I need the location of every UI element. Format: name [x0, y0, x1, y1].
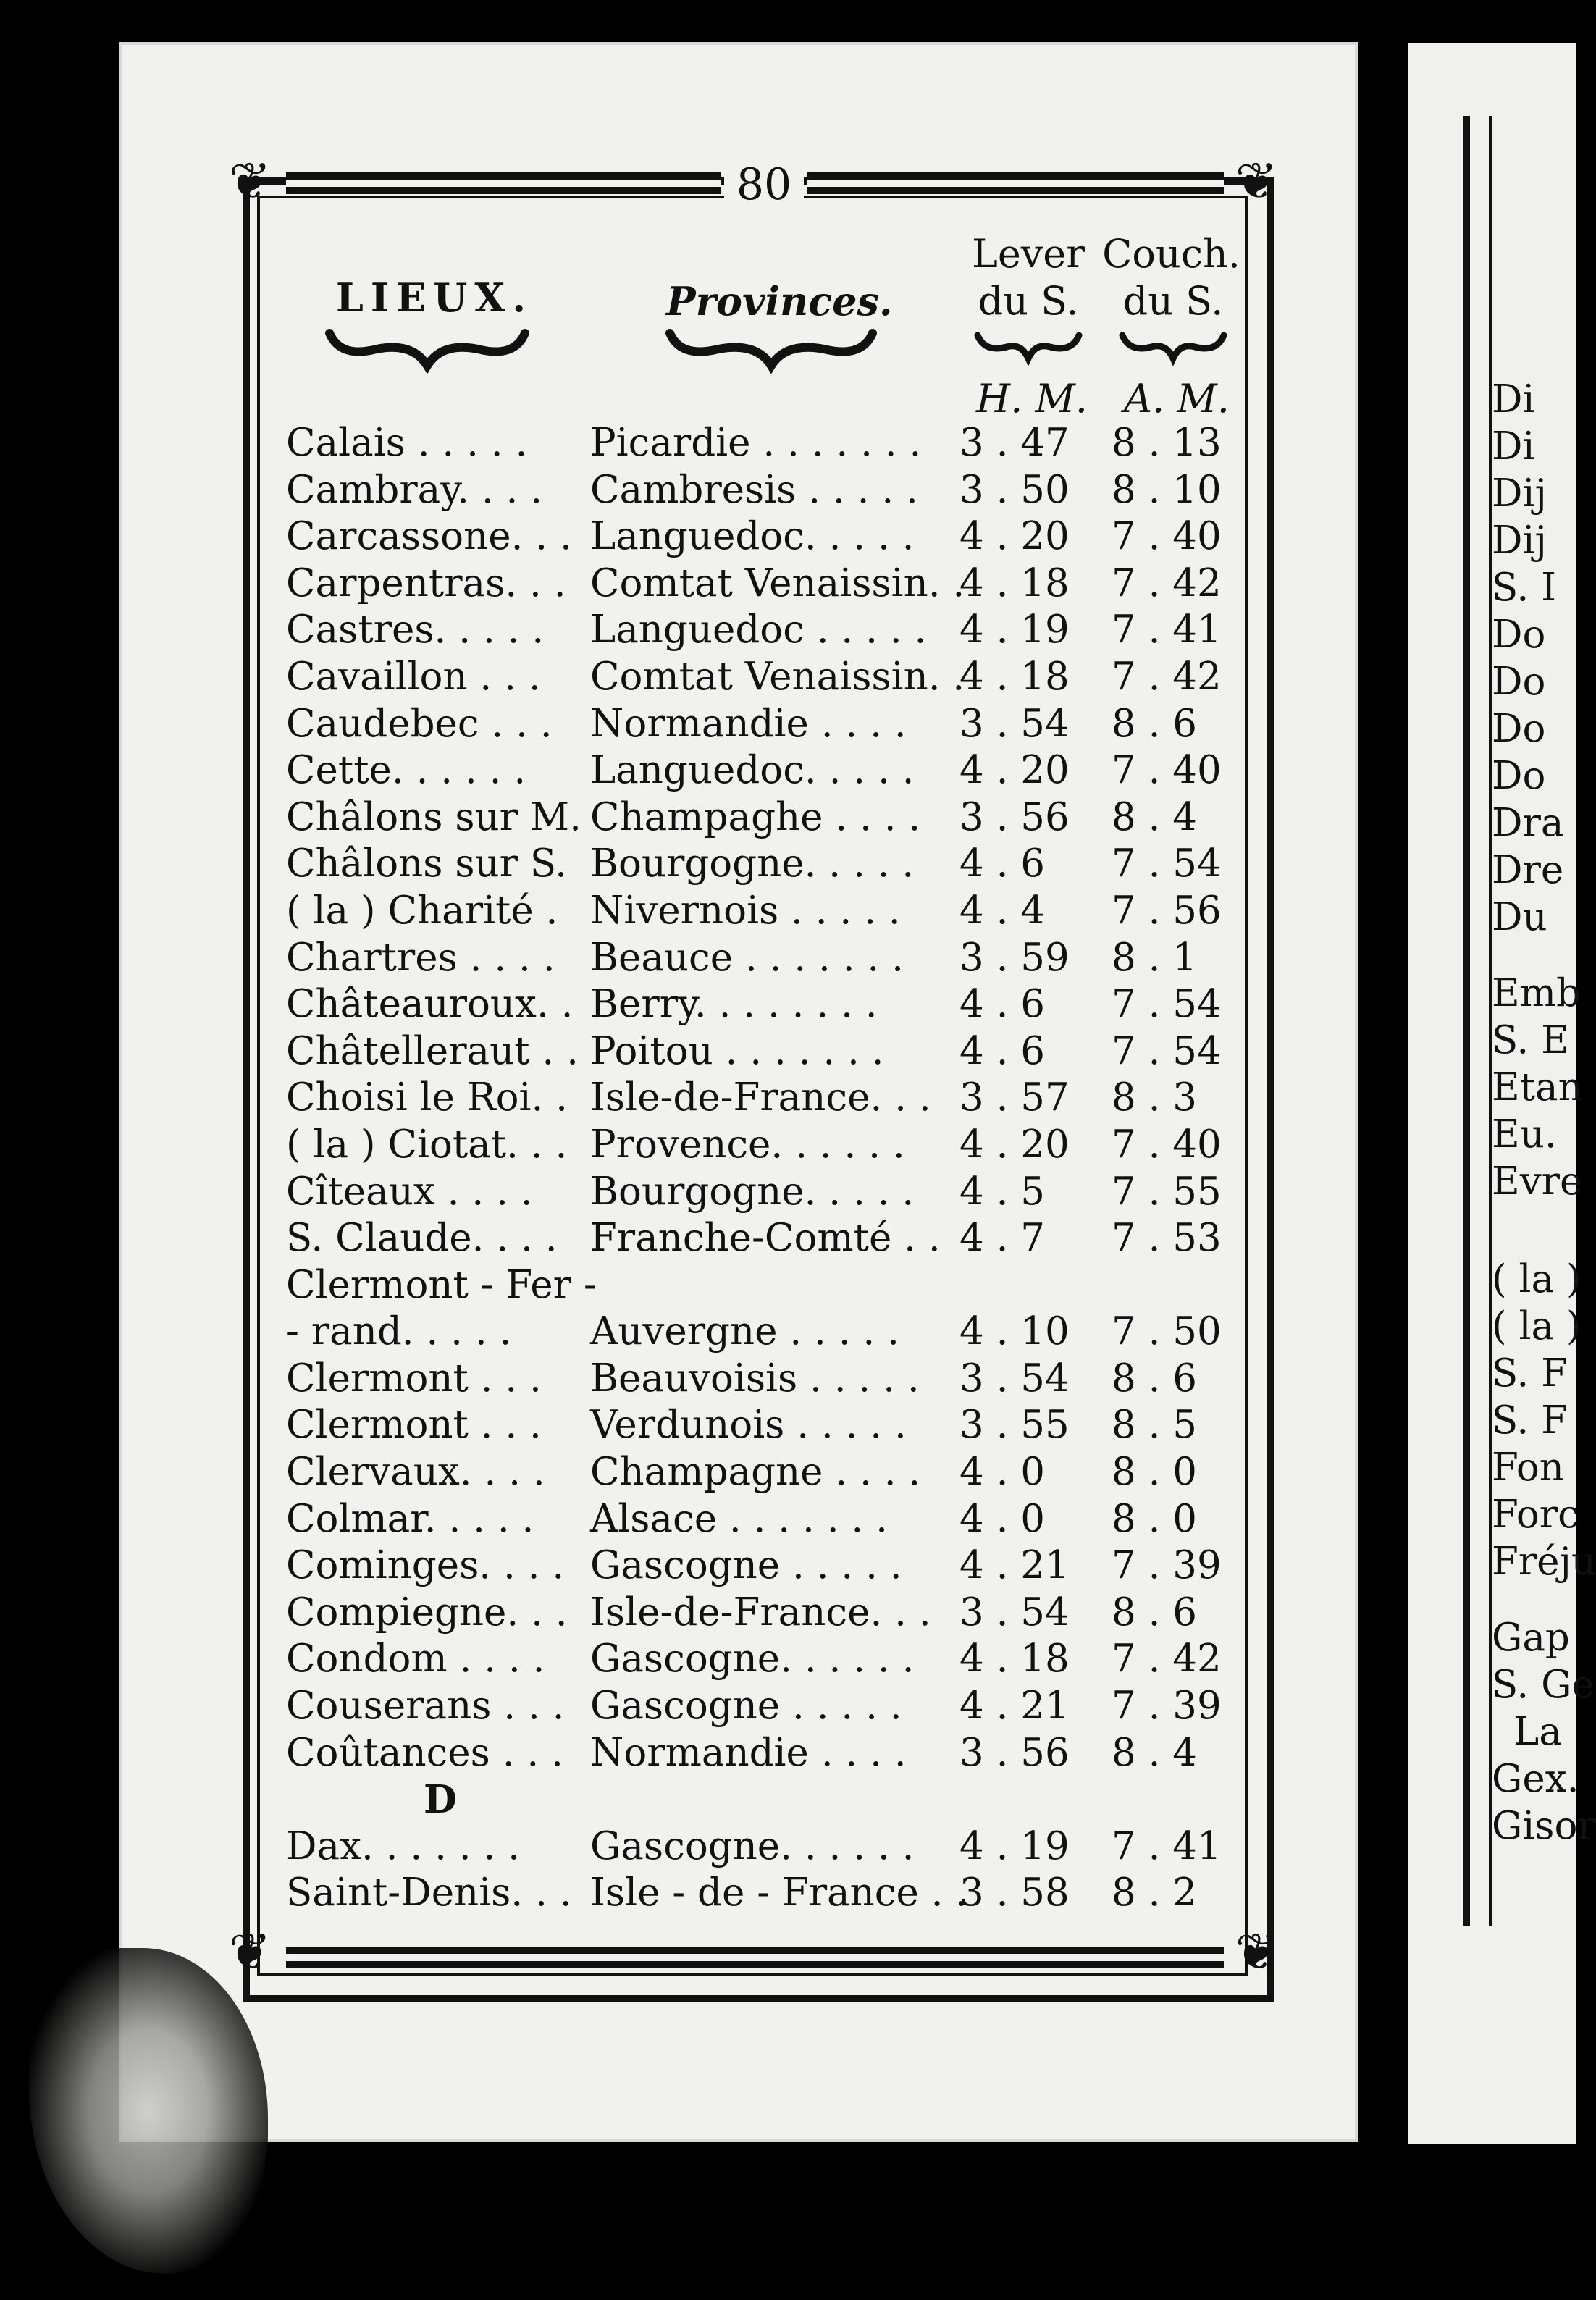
sunset-time: 7 . 54 — [1112, 841, 1222, 886]
place-name: Chartres . . . . — [286, 935, 555, 980]
header-couch-line1: Couch. — [1102, 231, 1240, 277]
place-name: Clermont . . . — [286, 1403, 542, 1448]
header-lever-line1: Lever — [971, 231, 1085, 277]
sunset-time: 8 . 2 — [1112, 1871, 1197, 1915]
table-row — [286, 513, 1242, 561]
right-page-fragment-line: Di — [1492, 377, 1535, 421]
sunset-time: 8 . 5 — [1112, 1403, 1197, 1448]
top-rule-left — [286, 172, 721, 194]
table-row — [286, 888, 1242, 935]
place-name: Cominges. . . . — [286, 1543, 565, 1588]
fleuron-top-right-icon: ❦ — [1235, 151, 1278, 211]
place-name: ( la ) Ciotat. . . — [286, 1122, 568, 1167]
province-name: Gascogne. . . . . . — [590, 1823, 915, 1868]
province-name: Auvergne . . . . . — [590, 1309, 899, 1354]
brace-couch-icon — [1119, 330, 1227, 362]
place-name: Coûtances . . . — [286, 1730, 563, 1775]
header-couch-unit: A. M. — [1124, 376, 1230, 421]
right-page-fragment-line: Etan — [1492, 1065, 1583, 1109]
province-name: Normandie . . . . — [590, 701, 907, 746]
table-row — [286, 981, 1242, 1028]
sunrise-time: 4 . 21 — [959, 1684, 1070, 1729]
sunset-time: 8 . 3 — [1112, 1075, 1197, 1120]
right-page-fragment-line: Evre — [1492, 1159, 1583, 1204]
province-name: Comtat Venaissin. . — [590, 654, 965, 699]
place-name: Compiegne. . . — [286, 1590, 568, 1634]
sunset-time: 8 . 6 — [1112, 701, 1197, 746]
sunset-time: 7 . 53 — [1112, 1216, 1222, 1261]
section-heading — [286, 1776, 1242, 1823]
place-name: Châtelleraut . . — [286, 1028, 579, 1073]
table-row — [286, 420, 1242, 467]
table-row — [286, 1262, 1242, 1309]
table-row — [286, 935, 1242, 982]
sunset-time: 7 . 40 — [1112, 514, 1222, 559]
place-name: Dax. . . . . . . — [286, 1823, 520, 1868]
province-name: Nivernois . . . . . — [590, 888, 901, 933]
province-name: Provence. . . . . . — [590, 1122, 905, 1167]
province-name: Beauce . . . . . . . — [590, 935, 904, 980]
place-name: Carpentras. . . — [286, 561, 566, 605]
sunrise-time: 4 . 4 — [959, 888, 1045, 933]
place-name: Clervaux. . . . — [286, 1450, 545, 1495]
section-letter: D — [424, 1777, 457, 1823]
sunrise-time: 3 . 54 — [959, 1356, 1070, 1401]
place-name: ( la ) Charité . — [286, 888, 558, 933]
header-provinces: Provinces. — [666, 278, 893, 324]
fleuron-bottom-left-icon: ❦ — [228, 1922, 272, 1981]
right-page-fragment-line: Dij — [1492, 519, 1547, 563]
province-name: Champaghe . . . . — [590, 794, 921, 839]
fleuron-top-left-icon: ❦ — [228, 151, 272, 211]
sunset-time: 8 . 4 — [1112, 1730, 1197, 1775]
sunset-time: 8 . 4 — [1112, 794, 1197, 839]
table-row — [286, 1075, 1242, 1122]
sunrise-time: 4 . 7 — [959, 1216, 1045, 1261]
right-page-fragment-line: ( la ) — [1492, 1257, 1582, 1301]
right-page-fragment-line: Dra — [1492, 801, 1564, 845]
province-name: Bourgogne. . . . . — [590, 1169, 915, 1214]
sunrise-time: 3 . 54 — [959, 701, 1070, 746]
province-name: Comtat Venaissin. . — [590, 561, 965, 605]
right-page-fragment-line: Do — [1492, 754, 1546, 798]
sunrise-time: 4 . 6 — [959, 841, 1045, 886]
table-row — [286, 1169, 1242, 1216]
right-page-fragment-line: Forc — [1492, 1493, 1579, 1537]
table-row — [286, 467, 1242, 514]
place-name: Carcassone. . . — [286, 514, 572, 559]
province-name: Languedoc . . . . . — [590, 608, 927, 652]
sunset-time: 7 . 40 — [1112, 1122, 1222, 1167]
sunset-time: 8 . 0 — [1112, 1450, 1197, 1495]
right-page-fragment-line: Gex. — [1492, 1757, 1579, 1801]
right-page-fragment-line: ( la ) — [1492, 1304, 1582, 1348]
place-name: Caudebec . . . — [286, 701, 553, 746]
table-row — [286, 1683, 1242, 1730]
header-lever-line2: du S. — [978, 278, 1079, 324]
sunset-time: 7 . 55 — [1112, 1169, 1222, 1214]
sunrise-time: 4 . 20 — [959, 514, 1070, 559]
place-name: Calais . . . . . — [286, 421, 528, 465]
place-name: Cette. . . . . . — [286, 748, 526, 793]
right-page-fragment-line: Dre — [1492, 848, 1564, 892]
right-page-fragment-line: Eu. — [1492, 1112, 1557, 1157]
right-page-fragment-line: Gisor — [1492, 1804, 1596, 1848]
table-row — [286, 1543, 1242, 1590]
sunset-time: 8 . 1 — [1112, 935, 1197, 980]
sunrise-sunset-table — [286, 420, 1242, 1917]
table-row — [286, 1356, 1242, 1403]
sunset-time: 7 . 40 — [1112, 748, 1222, 793]
province-name: Bourgogne. . . . . — [590, 841, 915, 886]
place-name: - rand. . . . . — [286, 1309, 512, 1354]
top-rule-right — [807, 172, 1224, 194]
place-name: Châlons sur S. — [286, 841, 568, 886]
sunset-time: 8 . 6 — [1112, 1590, 1197, 1634]
province-name: Gascogne . . . . . — [590, 1684, 902, 1729]
sunset-time: 7 . 54 — [1112, 982, 1222, 1027]
province-name: Isle-de-France. . . — [590, 1075, 931, 1120]
table-row — [286, 1028, 1242, 1075]
sunset-time: 7 . 39 — [1112, 1543, 1222, 1588]
place-name: Colmar. . . . . — [286, 1496, 534, 1541]
province-name: Franche-Comté . . — [590, 1216, 941, 1261]
fleuron-bottom-right-icon: ❦ — [1235, 1922, 1278, 1981]
table-row — [286, 1496, 1242, 1543]
table-row — [286, 747, 1242, 794]
sunrise-time: 4 . 5 — [959, 1169, 1045, 1214]
right-page-fragment-line: Fon — [1492, 1445, 1564, 1490]
province-name: Cambresis . . . . . — [590, 467, 918, 512]
province-name: Languedoc. . . . . — [590, 748, 915, 793]
sunrise-time: 3 . 57 — [959, 1075, 1070, 1120]
right-page-fragment-line: Do — [1492, 707, 1546, 751]
sunrise-time: 4 . 20 — [959, 1122, 1070, 1167]
right-page-fragment-line: La — [1513, 1710, 1562, 1754]
sunset-time: 8 . 6 — [1112, 1356, 1197, 1401]
province-name: Champagne . . . . — [590, 1450, 921, 1495]
table-row — [286, 841, 1242, 888]
sunset-time: 7 . 56 — [1112, 888, 1222, 933]
right-page-fragment-line: Dij — [1492, 471, 1547, 516]
header-lieux: LIEUX. — [335, 274, 534, 321]
sunrise-time: 3 . 50 — [959, 467, 1070, 512]
table-row — [286, 1823, 1242, 1871]
province-name: Berry. . . . . . . . — [590, 982, 878, 1027]
province-name: Alsace . . . . . . . — [590, 1496, 888, 1541]
province-name: Beauvoisis . . . . . — [590, 1356, 920, 1401]
table-row — [286, 1215, 1242, 1262]
sunrise-time: 3 . 59 — [959, 935, 1070, 980]
province-name: Isle - de - France . . — [590, 1871, 968, 1915]
table-row — [286, 1870, 1242, 1917]
sunset-time: 8 . 10 — [1112, 467, 1222, 512]
right-page-fragment-line: Emb — [1492, 971, 1581, 1015]
sunset-time: 7 . 42 — [1112, 561, 1222, 605]
right-page-fragment-line: S. I — [1492, 566, 1557, 610]
sunset-time: 7 . 50 — [1112, 1309, 1222, 1354]
place-name: Clermont . . . — [286, 1356, 542, 1401]
sunrise-time: 3 . 47 — [959, 421, 1070, 465]
bottom-rule — [286, 1947, 1224, 1968]
right-page-fragment-line: Do — [1492, 660, 1546, 704]
table-row — [286, 1590, 1242, 1637]
sunrise-time: 3 . 56 — [959, 1730, 1070, 1775]
sunrise-time: 4 . 18 — [959, 1637, 1070, 1682]
place-name: Châteauroux. . — [286, 982, 574, 1027]
place-name: Saint-Denis. . . — [286, 1871, 572, 1915]
place-name: Clermont - Fer - — [286, 1262, 597, 1307]
table-row — [286, 1730, 1242, 1777]
place-name: Choisi le Roi. . — [286, 1075, 568, 1120]
sunset-time: 7 . 54 — [1112, 1028, 1222, 1073]
province-name: Picardie . . . . . . . — [590, 421, 922, 465]
sunrise-time: 4 . 20 — [959, 748, 1070, 793]
table-row — [286, 701, 1242, 748]
page-number: 80 — [724, 159, 804, 210]
sunset-time: 7 . 42 — [1112, 654, 1222, 699]
right-page-fragment-line: S. F — [1492, 1398, 1568, 1443]
right-page-frame — [1463, 116, 1492, 1926]
table-row — [286, 1309, 1242, 1356]
province-name: Gascogne. . . . . . — [590, 1637, 915, 1682]
right-page-fragment-line: S. F — [1492, 1351, 1568, 1395]
province-name: Gascogne . . . . . — [590, 1543, 902, 1588]
header-lever-unit: H. M. — [976, 376, 1088, 421]
sunrise-time: 3 . 55 — [959, 1403, 1070, 1448]
brace-provinces-icon — [666, 326, 876, 369]
sunrise-time: 3 . 58 — [959, 1871, 1070, 1915]
sunrise-time: 4 . 19 — [959, 608, 1070, 652]
province-name: Normandie . . . . — [590, 1730, 907, 1775]
table-row — [286, 561, 1242, 608]
right-page-fragment-line: S. E — [1492, 1018, 1569, 1062]
place-name: S. Claude. . . . — [286, 1216, 558, 1261]
province-name: Isle-de-France. . . — [590, 1590, 931, 1634]
place-name: Castres. . . . . — [286, 608, 545, 652]
table-row — [286, 1636, 1242, 1683]
right-page-fragment-line: Fréju — [1492, 1540, 1596, 1584]
table-row — [286, 1402, 1242, 1449]
sunrise-time: 4 . 21 — [959, 1543, 1070, 1588]
place-name: Condom . . . . — [286, 1637, 545, 1682]
province-name: Verdunois . . . . . — [590, 1403, 907, 1448]
sunset-time: 7 . 39 — [1112, 1684, 1222, 1729]
sunrise-time: 3 . 56 — [959, 794, 1070, 839]
table-row — [286, 1122, 1242, 1169]
place-name: Châlons sur M. — [286, 794, 581, 839]
sunrise-time: 4 . 6 — [959, 1028, 1045, 1073]
sunset-time: 7 . 42 — [1112, 1637, 1222, 1682]
place-name: Cîteaux . . . . — [286, 1169, 533, 1214]
table-row — [286, 654, 1242, 701]
sunset-time: 8 . 13 — [1112, 421, 1222, 465]
table-row — [286, 794, 1242, 841]
sunrise-time: 4 . 0 — [959, 1450, 1045, 1495]
sunrise-time: 3 . 54 — [959, 1590, 1070, 1634]
province-name: Poitou . . . . . . . — [590, 1028, 884, 1073]
sunset-time: 7 . 41 — [1112, 608, 1222, 652]
table-row — [286, 1449, 1242, 1496]
sunset-time: 7 . 41 — [1112, 1823, 1222, 1868]
table-row — [286, 607, 1242, 654]
place-name: Couserans . . . — [286, 1684, 565, 1729]
sunrise-time: 4 . 0 — [959, 1496, 1045, 1541]
sunrise-time: 4 . 6 — [959, 982, 1045, 1027]
brace-lever-icon — [974, 330, 1083, 362]
right-page-fragment-line: Gap — [1492, 1616, 1570, 1660]
sunrise-time: 4 . 18 — [959, 654, 1070, 699]
place-name: Cambray. . . . — [286, 467, 543, 512]
header-couch-line2: du S. — [1122, 278, 1224, 324]
right-page-fragment-line: Du — [1492, 895, 1547, 939]
brace-lieux-icon — [326, 326, 529, 369]
sunrise-time: 4 . 19 — [959, 1823, 1070, 1868]
right-page-fragment-line: Do — [1492, 613, 1546, 657]
sunrise-time: 4 . 18 — [959, 561, 1070, 605]
right-page-fragment-line: S. Ge — [1492, 1663, 1595, 1707]
province-name: Languedoc. . . . . — [590, 514, 915, 559]
place-name: Cavaillon . . . — [286, 654, 541, 699]
sunset-time: 8 . 0 — [1112, 1496, 1197, 1541]
sunrise-time: 4 . 10 — [959, 1309, 1070, 1354]
right-page-fragment-line: Di — [1492, 424, 1535, 469]
